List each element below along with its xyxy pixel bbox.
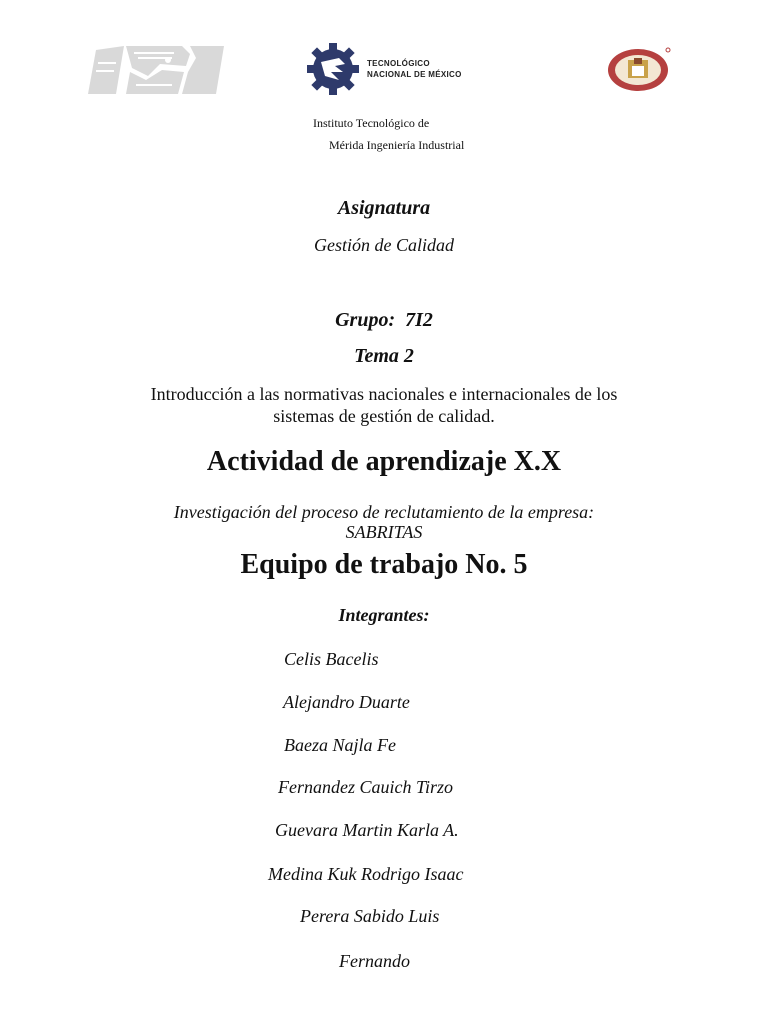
topic-description-line-1: Introducción a las normativas nacionales e internacionales de los: [150, 384, 618, 404]
investigation-line-1: Investigación del proceso de reclutamiento de la empresa:: [173, 502, 595, 522]
group-label: Grupo:: [335, 309, 396, 331]
tecnm-logo: [305, 42, 480, 96]
topic-description-line-2: sistemas de gestión de calidad.: [273, 406, 495, 426]
itm-seal-logo: [604, 44, 674, 94]
member-name: Celis Bacelis: [284, 649, 379, 669]
institute-line-2: Mérida Ingeniería Industrial: [329, 138, 465, 152]
investigation-line-2: SABRITAS: [345, 522, 423, 542]
member-name: Fernandez Cauich Tirzo: [278, 777, 454, 797]
member-name: Fernando: [339, 951, 410, 971]
member-name: Baeza Najla Fe: [284, 735, 396, 755]
member-name: Guevara Martin Karla A.: [275, 820, 459, 840]
team-title: Equipo de trabajo No. 5: [240, 549, 528, 580]
topic-label: Tema 2: [354, 345, 414, 367]
topic-description: [0, 383, 768, 427]
tecnm-logo-line2: NACIONAL DE MÉXICO: [367, 70, 462, 79]
subject-name: Gestión de Calidad: [314, 235, 454, 255]
investigation-text: [0, 502, 768, 542]
group-line: [0, 309, 768, 332]
tecnm-logo-line1: TECNOLÓGICO: [367, 59, 430, 68]
institute-line-1: Instituto Tecnológico de: [313, 116, 430, 130]
members-label: Integrantes:: [338, 605, 430, 625]
activity-title: Actividad de aprendizaje X.X: [206, 446, 562, 477]
group-value: 7I2: [405, 309, 433, 331]
member-name: Perera Sabido Luis: [300, 906, 440, 926]
subject-label: Asignatura: [337, 197, 431, 219]
member-name: Alejandro Duarte: [283, 692, 410, 712]
gear-eagle-icon: [305, 42, 361, 96]
member-name: Medina Kuk Rodrigo Isaac: [268, 864, 464, 884]
left-institution-logo: [86, 42, 228, 96]
